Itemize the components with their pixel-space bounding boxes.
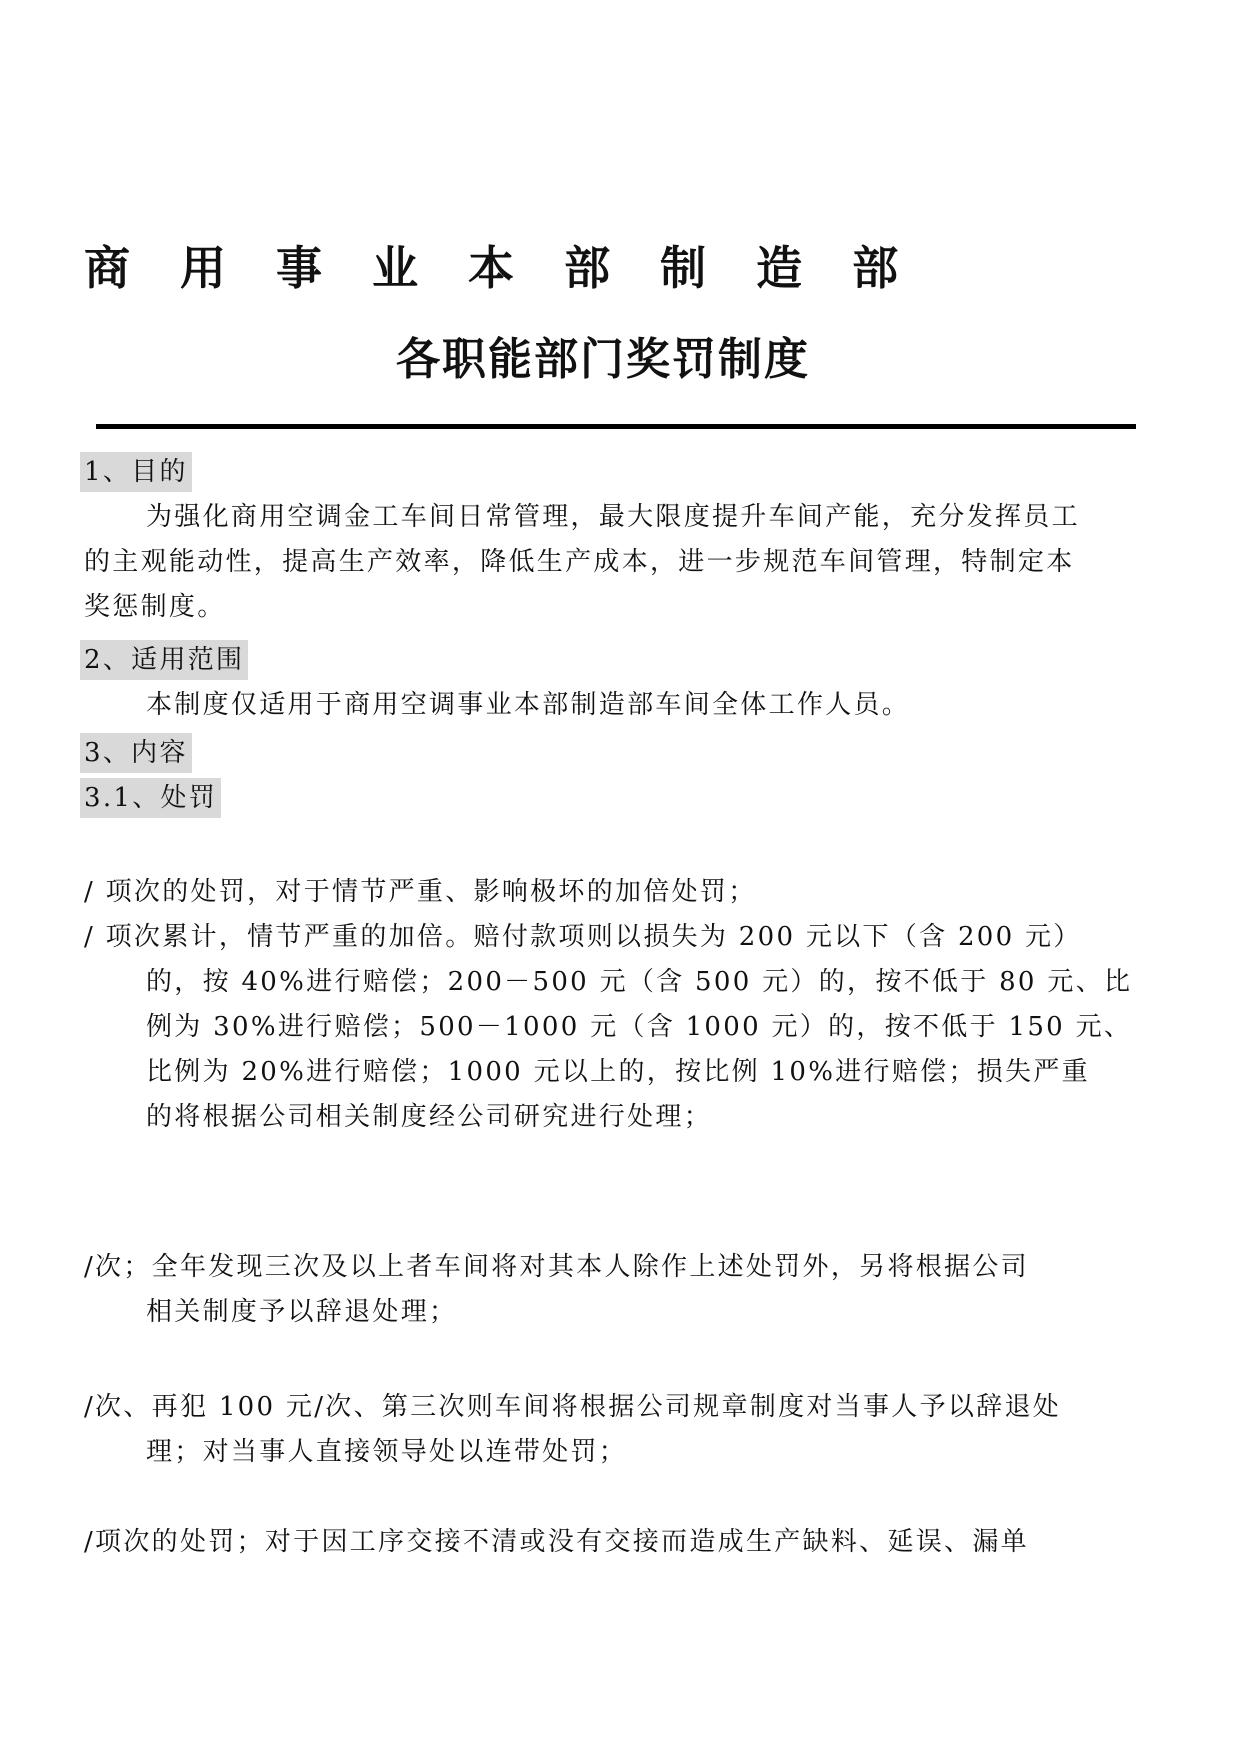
- penalty-item-line: 比例为 20%进行赔偿；1000 元以上的，按比例 10%进行赔偿；损失严重: [146, 1057, 1090, 1087]
- purpose-line: 为强化商用空调金工车间日常管理，最大限度提升车间产能，充分发挥员工: [146, 502, 1080, 532]
- penalty-item-line: 例为 30%进行赔偿；500－1000 元（含 1000 元）的，按不低于 150 元、: [146, 1012, 1133, 1042]
- section-heading-scope: 2、适用范围: [80, 640, 248, 680]
- purpose-line: 奖惩制度。: [84, 592, 226, 622]
- penalty-item-line: /项次的处罚；对于因工序交接不清或没有交接而造成生产缺料、延误、漏单: [84, 1527, 1029, 1557]
- penalty-item-line: 的，按 40%进行赔偿；200－500 元（含 500 元）的，按不低于 80 元、比: [146, 967, 1133, 997]
- penalty-item-line: /次；全年发现三次及以上者车间将对其本人除作上述处罚外，另将根据公司: [84, 1252, 1029, 1282]
- purpose-line: 的主观能动性，提高生产效率，降低生产成本，进一步规范车间管理，特制定本: [84, 547, 1075, 577]
- section-heading-purpose: 1、目的: [80, 452, 192, 492]
- penalty-item-line: / 项次的处罚，对于情节严重、影响极坏的加倍处罚；: [84, 877, 757, 907]
- title-divider: [96, 424, 1136, 429]
- scope-line: 本制度仅适用于商用空调事业本部制造部车间全体工作人员。: [146, 690, 911, 720]
- penalty-item-line: 相关制度予以辞退处理；: [146, 1297, 458, 1327]
- section-heading-penalty: 3.1、处罚: [80, 778, 221, 818]
- penalty-item-line: 的将根据公司相关制度经公司研究进行处理；: [146, 1102, 713, 1132]
- penalty-item-line: /次、再犯 100 元/次、第三次则车间将根据公司规章制度对当事人予以辞退处: [84, 1392, 1062, 1422]
- document-title: 商 用 事 业 本 部 制 造 部: [84, 241, 916, 295]
- penalty-item-line: 理；对当事人直接领导处以连带处罚；: [146, 1437, 628, 1467]
- document-subtitle: 各职能部门奖罚制度: [396, 334, 810, 385]
- section-heading-content: 3、内容: [80, 733, 192, 773]
- penalty-item-line: / 项次累计，情节严重的加倍。赔付款项则以损失为 200 元以下（含 200 元）: [84, 922, 1082, 952]
